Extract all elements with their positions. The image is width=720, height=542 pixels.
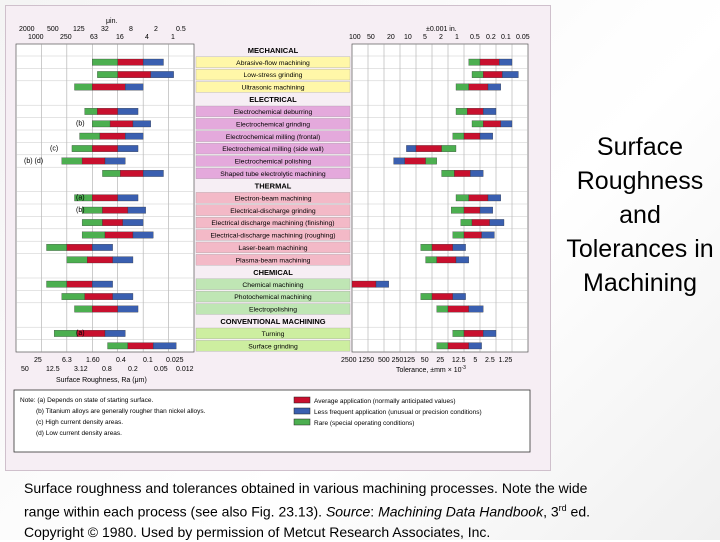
average-bar	[454, 170, 470, 176]
tolerance-axis-label-exp: -3	[461, 365, 466, 371]
process-label: Chemical machining	[242, 281, 304, 289]
less-frequent-bar	[488, 84, 501, 90]
rough-mid-tick: 1000	[28, 34, 44, 41]
note-line: (b) Titanium alloys are generally rougher than nickel alloys.	[36, 408, 206, 415]
less-frequent-bar	[118, 145, 138, 151]
process-label: Electrical discharge machining (finishing)	[211, 220, 335, 228]
average-bar	[437, 257, 456, 263]
less-frequent-bar	[125, 84, 143, 90]
process-label: Photochemical machining	[234, 294, 312, 302]
rare-bar	[72, 145, 92, 151]
rough-bot-tick: 25	[34, 357, 42, 364]
rough-top-tick: 0.5	[176, 26, 186, 33]
less-frequent-bar	[488, 195, 501, 201]
less-frequent-bar	[453, 244, 466, 250]
average-bar	[464, 207, 480, 213]
rough-top-tick: 2000	[19, 26, 35, 33]
tolerance-axis-label	[396, 365, 466, 374]
tol-top-tick: 0.05	[516, 34, 530, 41]
caption-line-1: Surface roughness and tolerances obtained in various machining processes. Note the wide	[24, 480, 588, 496]
rare-bar	[97, 71, 117, 77]
tol-top-tick: 0.2	[486, 34, 496, 41]
process-label: Electrochemical milling (side wall)	[222, 146, 324, 154]
roughness-axis-label: Surface Roughness, Ra (μm)	[56, 377, 147, 384]
rough-top-tick: 500	[47, 26, 59, 33]
average-bar	[483, 71, 502, 77]
rough-mid-tick: 16	[116, 34, 124, 41]
caption-book-title: Machining Data Handbook	[378, 503, 544, 520]
caption-sup: rd	[558, 503, 567, 513]
legend-label: Average application (normally anticipated values)	[314, 398, 456, 405]
average-bar	[467, 108, 483, 114]
rare-bar	[54, 330, 77, 336]
rare-bar	[426, 257, 437, 263]
roughness-top-ticks	[19, 26, 186, 33]
tolerance-unit-top: ±0.001 in.	[426, 26, 457, 33]
rare-bar	[85, 108, 98, 114]
row-mark: (c)	[50, 145, 59, 153]
tol-top-tick: 50	[367, 34, 375, 41]
less-frequent-bar	[456, 257, 469, 263]
average-bar	[432, 244, 453, 250]
average-bar	[464, 133, 480, 139]
less-frequent-bar	[501, 121, 512, 127]
legend-label: Less frequent application (unusual or precision conditions)	[314, 409, 482, 416]
roughness-bottom-ticks	[34, 357, 184, 364]
rough-bot-tick-b: 3.12	[74, 366, 88, 373]
tol-top-tick: 10	[404, 34, 412, 41]
less-frequent-bar	[483, 330, 496, 336]
tol-top-tick: 20	[387, 34, 395, 41]
average-bar	[480, 59, 499, 65]
rare-bar	[421, 244, 432, 250]
less-frequent-bar	[394, 158, 405, 164]
less-frequent-bar	[470, 170, 483, 176]
less-frequent-bar	[133, 121, 151, 127]
rare-bar	[453, 133, 464, 139]
process-labels	[196, 46, 350, 351]
less-frequent-bar	[490, 219, 504, 225]
less-frequent-bar	[482, 232, 495, 238]
rare-bar	[67, 257, 87, 263]
less-frequent-bar	[143, 170, 163, 176]
less-frequent-bar	[153, 343, 176, 349]
average-bar	[82, 158, 105, 164]
less-frequent-bar	[118, 306, 138, 312]
rare-bar	[472, 71, 483, 77]
less-frequent-bar	[469, 343, 482, 349]
rough-mid-tick: 63	[90, 34, 98, 41]
process-label: Electron-beam machining	[234, 195, 312, 203]
slide-title: Surface Roughness and Tolerances in Machining	[566, 133, 714, 297]
rough-bot-tick-b: 0.8	[102, 366, 112, 373]
rough-top-tick: 8	[129, 26, 133, 33]
average-bar	[416, 145, 442, 151]
row-mark: (a)	[76, 330, 85, 338]
rough-mid-tick: 1	[171, 34, 175, 41]
rare-bar	[80, 133, 100, 139]
process-label: Electrochemical deburring	[233, 109, 313, 116]
legend-swatch-less-frequent	[294, 408, 310, 414]
rare-bar	[82, 207, 102, 213]
tol-top-tick: 2	[439, 34, 443, 41]
rare-bar	[62, 158, 82, 164]
note-line: (c) High current density areas.	[36, 419, 124, 426]
category-heading: THERMAL	[254, 181, 292, 191]
rare-bar	[469, 59, 480, 65]
rare-bar	[437, 306, 448, 312]
figure-caption	[24, 478, 714, 542]
legend-label: Rare (special operating conditions)	[314, 420, 415, 427]
average-bar	[92, 145, 117, 151]
category-heading: MECHANICAL	[247, 46, 299, 55]
process-label: Electrochemical milling (frontal)	[225, 133, 321, 141]
rare-bar	[456, 84, 469, 90]
rare-bar	[108, 343, 128, 349]
rare-bar	[102, 170, 120, 176]
rare-bar	[453, 232, 464, 238]
less-frequent-bar	[105, 330, 125, 336]
average-bar	[67, 244, 92, 250]
row-mark: (b)	[76, 120, 85, 128]
average-bar	[100, 133, 125, 139]
less-frequent-bar	[502, 71, 518, 77]
rough-bot-tick-b: 0.05	[154, 366, 168, 373]
less-frequent-bar	[406, 145, 416, 151]
caption-line-2d: ed.	[566, 503, 591, 520]
less-frequent-bar	[499, 59, 512, 65]
process-label: Electrochemical polishing	[234, 158, 312, 166]
average-bar	[448, 306, 469, 312]
rare-bar	[453, 330, 464, 336]
caption-line-2c: , 3	[543, 503, 559, 520]
rare-bar	[82, 219, 102, 225]
rough-bot-tick-b: 0.012	[176, 366, 194, 373]
process-label: Electrical-discharge machining (roughing)	[210, 232, 336, 240]
category-heading: ELECTRICAL	[249, 95, 297, 105]
rough-bot-tick-b: 12.5	[46, 366, 60, 373]
process-label: Electrical-discharge grinding	[230, 207, 316, 215]
rare-bar	[437, 343, 448, 349]
rough-bot-tick: 0.025	[166, 357, 184, 364]
average-bar	[97, 108, 117, 114]
legend-swatch-rare	[294, 419, 310, 425]
row-mark: (b)	[76, 207, 85, 214]
roughness-unit-top: μin.	[106, 18, 118, 25]
average-bar	[469, 195, 488, 201]
less-frequent-bar	[113, 293, 133, 299]
caption-line-3: Copyright © 1980. Used by permission of Metcut Research Associates, Inc.	[24, 523, 491, 540]
rough-top-tick: 125	[73, 26, 85, 33]
process-label: Surface grinding	[248, 343, 298, 351]
average-bar	[92, 195, 117, 201]
average-bar	[102, 219, 122, 225]
average-bar	[118, 71, 151, 77]
process-label: Electrochemical grinding	[235, 121, 311, 129]
less-frequent-bar	[118, 195, 138, 201]
average-bar	[87, 257, 112, 263]
average-bar	[92, 306, 117, 312]
tol-top-tick: 0.5	[470, 34, 480, 41]
rare-bar	[62, 293, 85, 299]
caption-line-2a: range within each process (see also Fig. 23.13).	[24, 503, 326, 520]
row-mark: (b) (d)	[24, 157, 44, 165]
rare-bar	[461, 219, 472, 225]
rough-top-tick: 32	[101, 26, 109, 33]
category-heading: CHEMICAL	[253, 268, 293, 277]
less-frequent-bar	[128, 207, 146, 213]
average-bar	[110, 121, 133, 127]
rare-bar	[421, 293, 432, 299]
tolerance-bottom-ticks: 2500 1250 500 250125 50 25 12.5 5 2.5 1.25	[341, 357, 513, 364]
average-bar	[352, 281, 376, 287]
process-label: Low-stress grinding	[243, 72, 303, 80]
average-bar	[118, 59, 143, 65]
rare-bar	[442, 145, 456, 151]
average-bar	[92, 84, 125, 90]
average-bar	[85, 293, 113, 299]
less-frequent-bar	[125, 133, 143, 139]
less-frequent-bar	[143, 59, 163, 65]
rough-top-tick: 2	[154, 26, 158, 33]
rare-bar	[74, 306, 92, 312]
rare-bar	[92, 121, 110, 127]
row-mark: (a)	[76, 194, 85, 202]
less-frequent-bar	[113, 257, 133, 263]
tol-top-tick: 1	[455, 34, 459, 41]
rare-bar	[426, 158, 437, 164]
rare-bar	[92, 59, 117, 65]
rough-mid-tick: 250	[60, 34, 72, 41]
process-label: Abrasive-flow machining	[236, 59, 310, 67]
rare-bar	[456, 195, 469, 201]
average-bar	[469, 84, 488, 90]
less-frequent-bar	[376, 281, 389, 287]
rare-bar	[74, 84, 92, 90]
rare-bar	[82, 232, 105, 238]
note-line: (d) Low current density areas.	[36, 430, 122, 437]
process-label: Ultrasonic machining	[241, 84, 305, 92]
caption-source-label: Source	[325, 503, 371, 520]
rare-bar	[442, 170, 455, 176]
rare-bar	[472, 121, 483, 127]
less-frequent-bar	[92, 244, 112, 250]
less-frequent-bar	[151, 71, 174, 77]
rough-mid-tick: 4	[145, 34, 149, 41]
note-line: Note: (a) Depends on state of starting surface.	[20, 397, 154, 404]
roughness-mid-ticks	[28, 34, 175, 41]
process-label: Laser-beam machining	[238, 245, 308, 252]
process-label: Turning	[261, 331, 285, 338]
less-frequent-bar	[123, 219, 143, 225]
average-bar	[67, 281, 92, 287]
average-bar	[464, 330, 483, 336]
average-bar	[120, 170, 143, 176]
tolerance-axis-label-text: Tolerance, ±mm × 10	[396, 367, 462, 374]
rough-bot-tick: 0.1	[143, 357, 153, 364]
rough-bot-tick: 6.3	[62, 357, 72, 364]
less-frequent-bar	[480, 133, 493, 139]
legend-swatch-average	[294, 397, 310, 403]
process-label: Electropolishing	[249, 306, 297, 314]
average-bar	[405, 158, 426, 164]
category-heading: CONVENTIONAL MACHINING	[220, 317, 326, 327]
rare-bar	[451, 207, 464, 213]
rough-bot-tick-b: 0.2	[128, 366, 138, 373]
average-bar	[432, 293, 453, 299]
less-frequent-bar	[453, 293, 466, 299]
rare-bar	[47, 244, 67, 250]
average-bar	[102, 207, 127, 213]
process-label: Shaped tube electrolytic machining	[220, 171, 326, 178]
average-bar	[472, 219, 490, 225]
tol-top-tick: 100	[349, 34, 361, 41]
less-frequent-bar	[92, 281, 112, 287]
less-frequent-bar	[483, 108, 496, 114]
average-bar	[105, 232, 133, 238]
process-chart	[6, 6, 552, 472]
rare-bar	[47, 281, 67, 287]
tol-top-tick: 5	[423, 34, 427, 41]
average-bar	[464, 232, 482, 238]
caption-line-2b: :	[370, 503, 379, 520]
average-bar	[448, 343, 469, 349]
average-bar	[128, 343, 153, 349]
less-frequent-bar	[133, 232, 153, 238]
less-frequent-bar	[469, 306, 483, 312]
rough-bot-tick: 1.60	[86, 357, 100, 364]
rare-bar	[456, 108, 467, 114]
process-label: Plasma-beam machining	[235, 257, 311, 265]
tolerance-top-ticks	[349, 34, 530, 41]
tol-top-tick: 0.1	[501, 34, 511, 41]
average-bar	[483, 121, 501, 127]
less-frequent-bar	[118, 108, 138, 114]
rough-bot-tick: 0.4	[116, 357, 126, 364]
roughness-bottom-ticks-b	[21, 366, 194, 373]
less-frequent-bar	[480, 207, 493, 213]
rough-bot-tick-b: 50	[21, 366, 29, 373]
less-frequent-bar	[105, 158, 125, 164]
figure-panel	[5, 5, 551, 471]
